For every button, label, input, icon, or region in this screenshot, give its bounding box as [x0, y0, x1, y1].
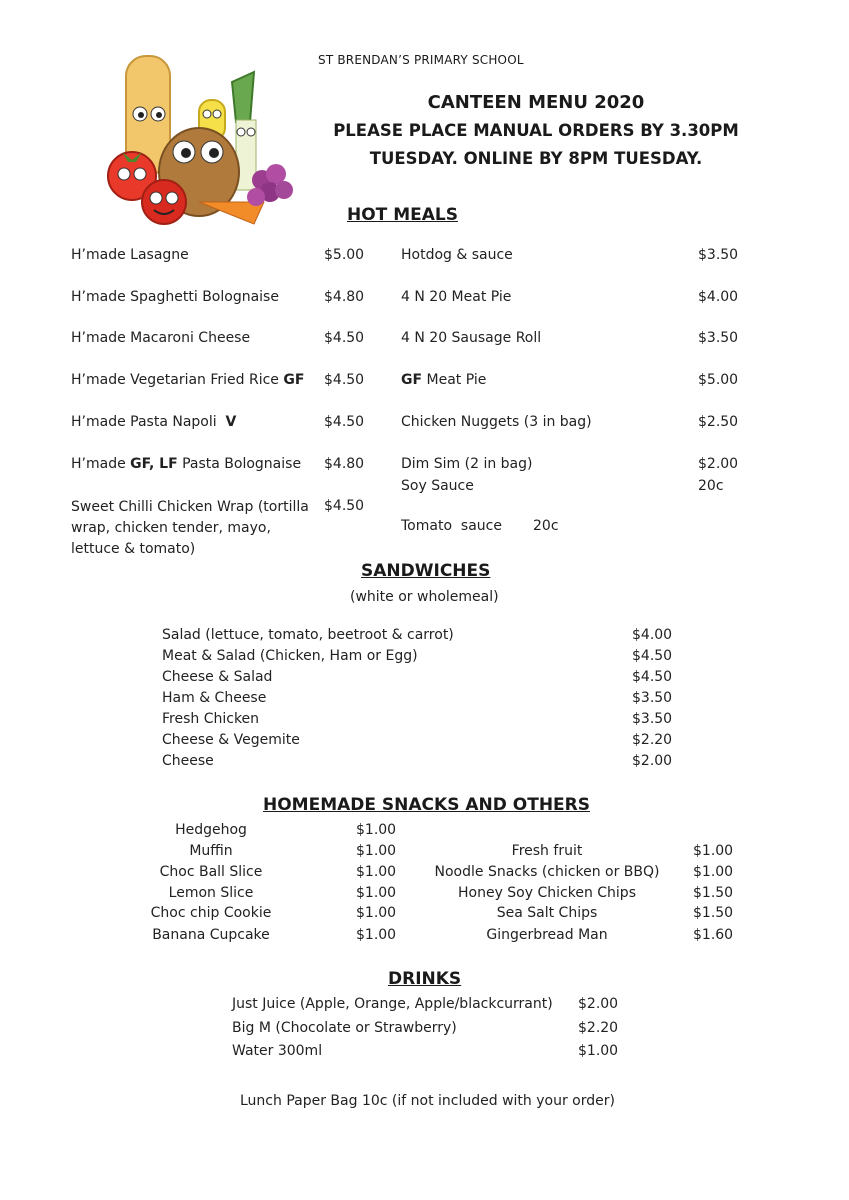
menu-item-price: $1.00: [578, 1043, 619, 1059]
food-mascots-illustration: [104, 52, 304, 230]
menu-item-name: Salad (lettuce, tomato, beetroot & carrot): [162, 627, 454, 643]
menu-item-name: Soy Sauce: [401, 478, 474, 494]
sandwiches-subheading: (white or wholemeal): [350, 589, 499, 605]
menu-item-name: Cheese: [162, 753, 214, 769]
menu-item-price: $1.00: [356, 905, 397, 921]
dietary-tag: GF, LF: [130, 456, 178, 472]
dietary-tag: GF: [401, 372, 423, 388]
menu-item-price: $1.00: [356, 843, 397, 859]
menu-item-price: $2.20: [578, 1020, 619, 1036]
menu-item-price: $2.20: [632, 732, 673, 748]
item-name-text: H’made Pasta Napoli: [71, 414, 226, 430]
sandwiches-heading: SANDWICHES: [361, 561, 491, 581]
menu-item-name: Water 300ml: [232, 1043, 323, 1059]
menu-item-price: $1.50: [693, 905, 734, 921]
menu-item-name: Ham & Cheese: [162, 690, 267, 706]
menu-item-price: $2.00: [698, 456, 739, 472]
menu-item-name: Meat & Salad (Chicken, Ham or Egg): [162, 648, 418, 664]
menu-item-price: $3.50: [632, 711, 673, 727]
menu-item-name: 4 N 20 Meat Pie: [401, 289, 512, 305]
menu-item-price: $1.00: [693, 864, 734, 880]
dietary-tag: GF: [283, 372, 305, 388]
hot-meals-heading: HOT MEALS: [347, 205, 458, 225]
menu-item-name: Gingerbread Man: [486, 927, 608, 943]
menu-item-name: Big M (Chocolate or Strawberry): [232, 1020, 457, 1036]
menu-item-price: $2.00: [632, 753, 673, 769]
menu-item-price: $1.00: [356, 927, 397, 943]
menu-item-price: $4.80: [324, 289, 365, 305]
menu-item-name: Choc chip Cookie: [150, 905, 272, 921]
menu-item-name: Sea Salt Chips: [496, 905, 598, 921]
item-name-text: H’made Vegetarian Fried Rice: [71, 372, 284, 388]
menu-item-price: $5.00: [324, 247, 365, 263]
menu-item-price: $3.50: [632, 690, 673, 706]
menu-item-name: [71, 456, 301, 472]
menu-item-price: $4.50: [324, 330, 365, 346]
menu-item-price: $2.00: [578, 996, 619, 1012]
menu-item-price: $4.80: [324, 456, 365, 472]
menu-item-price: $4.50: [324, 498, 365, 514]
menu-item-name: Hedgehog: [175, 822, 247, 838]
menu-item-name: Noodle Snacks (chicken or BBQ): [434, 864, 660, 880]
school-name: ST BRENDAN’S PRIMARY SCHOOL: [318, 53, 524, 67]
menu-item-name: Fresh fruit: [511, 843, 583, 859]
snacks-heading: HOMEMADE SNACKS AND OTHERS: [263, 795, 591, 815]
menu-item-price: $3.50: [698, 330, 739, 346]
menu-item-price: $1.00: [693, 843, 734, 859]
menu-item-name: Just Juice (Apple, Orange, Apple/blackcurrant): [232, 996, 553, 1012]
menu-item-name: Cheese & Vegemite: [162, 732, 300, 748]
menu-item-name: H’made Macaroni Cheese: [71, 330, 251, 346]
menu-item-name: Banana Cupcake: [152, 927, 270, 943]
menu-item-price: 20c: [533, 518, 559, 534]
menu-title: CANTEEN MENU 2020: [427, 92, 645, 113]
menu-item-price: $4.50: [632, 648, 673, 664]
menu-item-name: Fresh Chicken: [162, 711, 260, 727]
dietary-tag: V: [225, 414, 237, 430]
menu-item-name: Dim Sim (2 in bag): [401, 456, 533, 472]
menu-item-name: Tomato sauce: [401, 518, 502, 534]
menu-item-name: Sweet Chilli Chicken Wrap (tortilla wrap, chicken tender, mayo, lettuce & tomato): [71, 499, 309, 557]
menu-item-price: $1.00: [356, 885, 397, 901]
menu-item-name: Chicken Nuggets (3 in bag): [401, 414, 592, 430]
menu-item-name: [71, 372, 304, 388]
menu-item-name: 4 N 20 Sausage Roll: [401, 330, 542, 346]
menu-item-price: $4.00: [698, 289, 739, 305]
paper-bag-note: Lunch Paper Bag 10c (if not included with your order): [240, 1093, 615, 1109]
item-name-text: H’made: [71, 456, 131, 472]
menu-item-price: $4.50: [324, 372, 365, 388]
menu-item-price: $5.00: [698, 372, 739, 388]
order-notice-line2: TUESDAY. ONLINE BY 8PM TUESDAY.: [369, 149, 703, 168]
menu-item-name: [71, 414, 236, 430]
item-name-text: Pasta Bolognaise: [177, 456, 302, 472]
menu-item-price: $2.50: [698, 414, 739, 430]
menu-item-name: Honey Soy Chicken Chips: [457, 885, 636, 901]
menu-item-name: H’made Lasagne: [71, 247, 189, 263]
menu-item-price: $1.00: [356, 864, 397, 880]
cartoon-food-mascots-icon: [104, 52, 304, 230]
menu-item-price: 20c: [698, 478, 724, 494]
menu-item-name: Hotdog & sauce: [401, 247, 513, 263]
menu-item-name: [401, 372, 486, 388]
menu-item-price: $4.50: [324, 414, 365, 430]
menu-item-price: $4.00: [632, 627, 673, 643]
menu-item-price: $1.50: [693, 885, 734, 901]
item-name-text: Meat Pie: [422, 372, 487, 388]
menu-item-name: Cheese & Salad: [162, 669, 273, 685]
menu-item-price: $4.50: [632, 669, 673, 685]
drinks-heading: DRINKS: [388, 969, 462, 989]
menu-item-name: Muffin: [189, 843, 233, 859]
menu-item-price: $1.00: [356, 822, 397, 838]
order-notice-line1: PLEASE PLACE MANUAL ORDERS BY 3.30PM: [333, 121, 739, 140]
menu-item-price: $1.60: [693, 927, 734, 943]
menu-item-name: H’made Spaghetti Bolognaise: [71, 289, 279, 305]
menu-item-name: Lemon Slice: [168, 885, 254, 901]
menu-item-name: Choc Ball Slice: [159, 864, 263, 880]
menu-item-price: $3.50: [698, 247, 739, 263]
